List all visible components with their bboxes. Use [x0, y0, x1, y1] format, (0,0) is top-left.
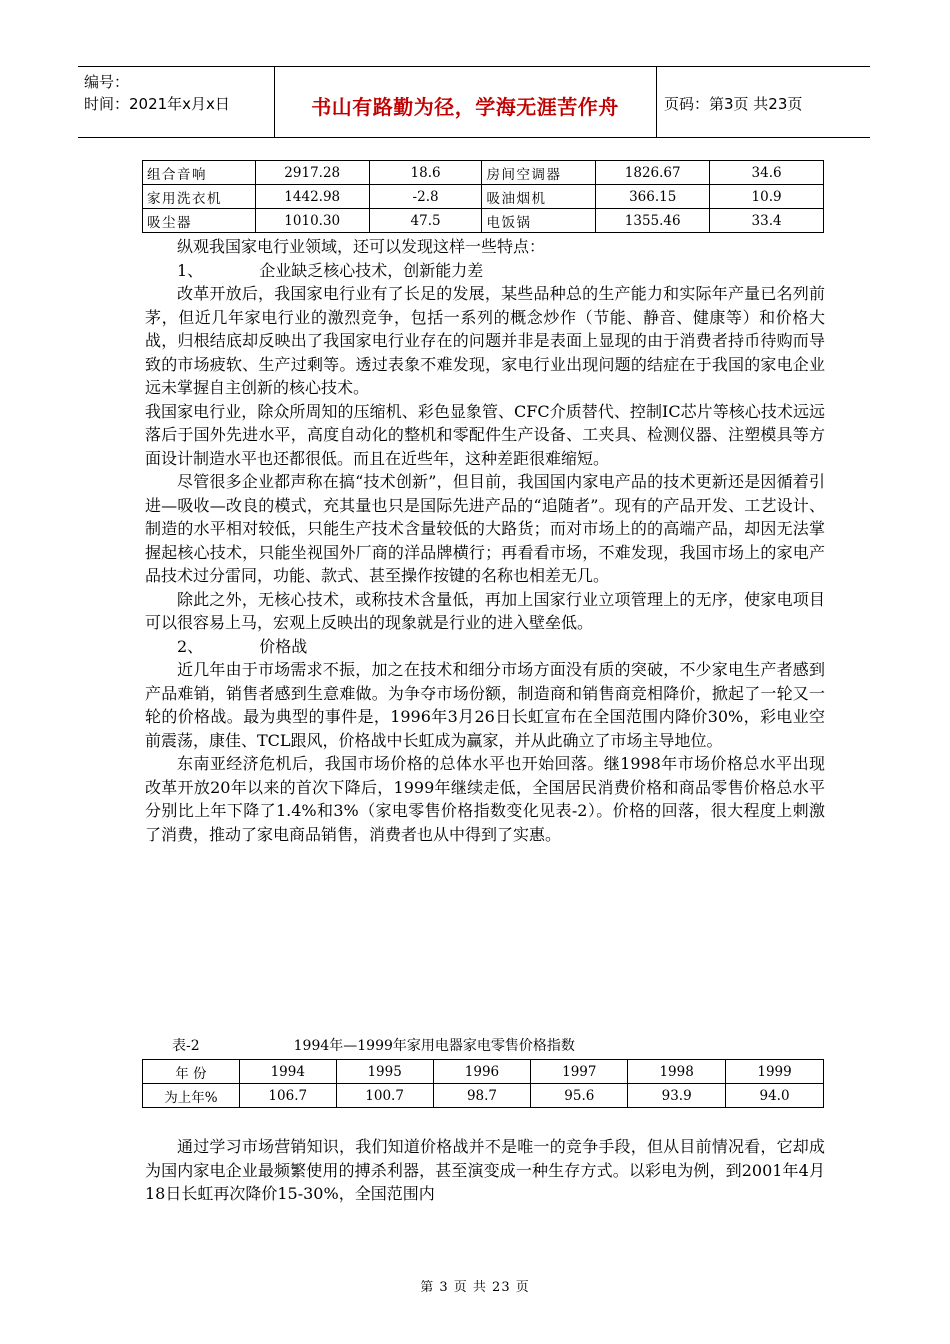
table-cell: 18.6	[369, 161, 482, 185]
table-cell: 34.6	[710, 161, 824, 185]
table-cell: 100.7	[336, 1084, 433, 1108]
table-row	[143, 1084, 824, 1108]
page-footer: 第 3 页 共 23 页	[420, 1280, 530, 1295]
code-label: 编号：	[84, 73, 130, 91]
table-cell: 1355.46	[596, 209, 710, 233]
table-caption	[172, 1035, 575, 1055]
paragraph: 纵观我国家电行业领域，还可以发现这样一些特点：	[177, 237, 546, 256]
table-cell: 房间空调器	[482, 161, 596, 185]
section-heading-1	[145, 259, 825, 283]
table-cell: 1994	[239, 1060, 336, 1084]
table-cell: 366.15	[596, 185, 710, 209]
table-cell: 106.7	[239, 1084, 336, 1108]
header-divider	[656, 67, 657, 137]
table-cell: 33.4	[710, 209, 824, 233]
date-label: 时间：2021年x月x日	[84, 95, 230, 113]
header-motto: 书山有路勤为径，学海无涯苦作舟	[311, 95, 619, 119]
table-caption-title: 1994年—1999年家用电器家电零售价格指数	[293, 1038, 575, 1054]
header-page-number: 页码：第3页 共23页	[664, 95, 803, 113]
table-cell: 年 份	[143, 1060, 240, 1084]
table-cell: 吸尘器	[143, 209, 256, 233]
table-cell: 98.7	[433, 1084, 531, 1108]
table-cell: 95.6	[531, 1084, 628, 1108]
page-header	[78, 66, 870, 138]
table-cell: 1010.30	[255, 209, 369, 233]
table-cell: 1995	[336, 1060, 433, 1084]
section-heading-2	[145, 635, 825, 659]
table-cell: 1997	[531, 1060, 628, 1084]
table-row	[143, 161, 824, 185]
table-row	[143, 185, 824, 209]
table-cell: 家用洗衣机	[143, 185, 256, 209]
table-cell: 1999	[726, 1060, 824, 1084]
heading-text: 企业缺乏核心技术，创新能力差	[259, 260, 484, 280]
table-cell: 1998	[628, 1060, 726, 1084]
body-text-b	[145, 1135, 825, 1206]
table-cell: 1996	[433, 1060, 531, 1084]
paragraph: 通过学习市场营销知识，我们知道价格战并不是唯一的竞争手段，但从目前情况看，它却成为国内家电企业最频繁使用的搏杀利器，甚至演变成一种生存方式。以彩电为例，到2001年4月18日长虹再次降价15-30%，全国范围内	[145, 1137, 825, 1203]
table-caption-label: 表-2	[172, 1038, 200, 1054]
table-cell: 吸油烟机	[482, 185, 596, 209]
table-cell: 94.0	[726, 1084, 824, 1108]
table-cell: 电饭锅	[482, 209, 596, 233]
table-cell: 93.9	[628, 1084, 726, 1108]
heading-number: 2、	[177, 636, 204, 656]
table-cell: 2917.28	[255, 161, 369, 185]
table-cell: 1826.67	[596, 161, 710, 185]
paragraph: 除此之外，无核心技术，或称技术含量低，再加上国家行业立项管理上的无序，使家电项目可以很容易上马，宏观上反映出的现象就是行业的进入壁垒低。	[145, 589, 825, 632]
paragraph: 改革开放后，我国家电行业有了长足的发展，某些品种总的生产能力和实际年产量已名列前茅，但近几年家电行业的激烈竞争，包括一系列的概念炒作（节能、静音、健康等）和价格大战，归根结底却反映出了我国家电行业存在的问题并非是表面上显现的由于消费者持币待购而导致的市场疲软、生产过剩等。透过表象不难发现，家电行业出现问题的结症在于我国的家电企业远未掌握自主创新的核心技术。	[145, 284, 825, 397]
table-cell: 10.9	[710, 185, 824, 209]
table-cell: 47.5	[369, 209, 482, 233]
table-cell: 组合音响	[143, 161, 256, 185]
paragraph: 近几年由于市场需求不振，加之在技术和细分市场方面没有质的突破，不少家电生产者感到产品难销，销售者感到生意难做。为争夺市场份额，制造商和销售商竞相降价，掀起了一轮又一轮的价格战。最为典型的事件是，1996年3月26日长虹宣布在全国范围内降价30%，彩电业空前震荡，康佳、TCL跟风，价格战中长虹成为赢家，并从此确立了市场主导地位。	[145, 660, 825, 750]
table-cell: -2.8	[369, 185, 482, 209]
body-text-a	[145, 235, 825, 846]
paragraph: 东南亚经济危机后，我国市场价格的总体水平也开始回落。继1998年市场价格总水平出现改革开放20年以来的首次下降后，1999年继续走低，全国居民消费价格和商品零售价格总水平分别比上年下降了1.4%和3%（家电零售价格指数变化见表-2）。价格的回落，很大程度上刺激了消费，推动了家电商品销售，消费者也从中得到了实惠。	[145, 754, 825, 844]
header-meta	[84, 71, 230, 115]
appliance-table	[142, 160, 824, 233]
table-row	[143, 209, 824, 233]
heading-number: 1、	[177, 260, 204, 280]
paragraph: 尽管很多企业都声称在搞“技术创新”，但目前，我国国内家电产品的技术更新还是因循着引进—吸收—改良的模式，充其量也只是国际先进产品的“追随者”。现有的产品开发、工艺设计、制造的水平相对较低，只能生产技术含量较低的大路货；而对市场上的的高端产品，却因无法掌握起核心技术，只能坐视国外厂商的洋品牌横行；再看看市场，不难发现，我国市场上的家电产品技术过分雷同，功能、款式、甚至操作按键的名称也相差无几。	[145, 472, 825, 585]
heading-text: 价格战	[259, 636, 308, 656]
table-cell: 1442.98	[255, 185, 369, 209]
price-index-table	[142, 1059, 824, 1108]
table-cell: 为上年%	[143, 1084, 240, 1108]
table-row	[143, 1060, 824, 1084]
paragraph: 我国家电行业，除众所周知的压缩机、彩色显象管、CFC介质替代、控制IC芯片等核心技术远远落后于国外先进水平，高度自动化的整机和零配件生产设备、工夹具、检测仪器、注塑模具等方面设计制造水平也还都很低。而且在近些年，这种差距很难缩短。	[145, 401, 825, 468]
